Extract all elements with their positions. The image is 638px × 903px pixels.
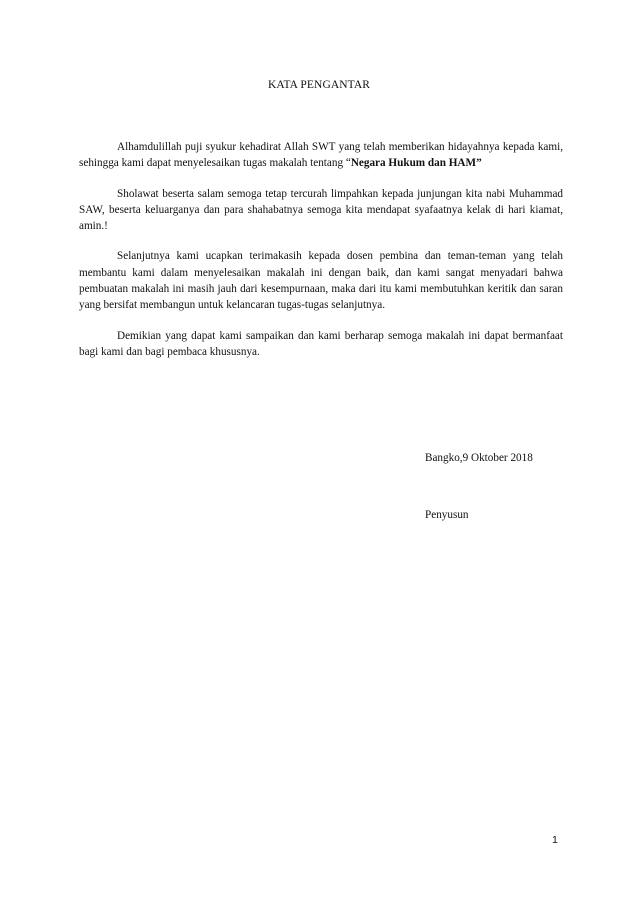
paragraph-thanks: Selanjutnya kami ucapkan terimakasih kepada dosen pembina dan teman-teman yang telah membantu kami dalam menyelesaikan makalah ini dengan baik, dan kami sangat menyadari bahwa pembuatan makalah ini masih jauh dari kesempurnaan, maka dari itu kami membutuhkan keritik dan saran yang bersifat membangun untuk kelancaran tugas-tugas selanjutnya. (79, 250, 563, 312)
paragraph-sholawat: Sholawat beserta salam semoga tetap tercurah limpahkan kepada junjungan kita nabi Muhammad SAW, beserta keluarganya dan para shahabatnya semoga kita mendapat syafaatnya kelak di hari kiamat, amin.! (79, 187, 563, 233)
page-title: KATA PENGANTAR (267, 79, 371, 91)
paragraph-closing: Demikian yang dapat kami sampaikan dan kami berharap semoga makalah ini dapat bermanfaat bagi kami dan bagi pembaca khususnya. (79, 329, 563, 358)
paragraph-opening-text: Alhamdulillah puji syukur kehadirat Allah SWT yang telah memberikan hidayahnya kepada kami, sehingga kami dapat menyelesaikan tugas makalah tentang “ (79, 141, 563, 170)
paragraph-opening-bold-topic: Negara Hukum dan HAM” (350, 157, 482, 170)
document-body (79, 139, 563, 374)
place-date: Bangko,9 Oktober 2018 (425, 452, 533, 464)
page-number: 1 (552, 834, 558, 846)
author-signature: Penyusun (425, 509, 469, 521)
paragraph-opening (79, 139, 563, 172)
